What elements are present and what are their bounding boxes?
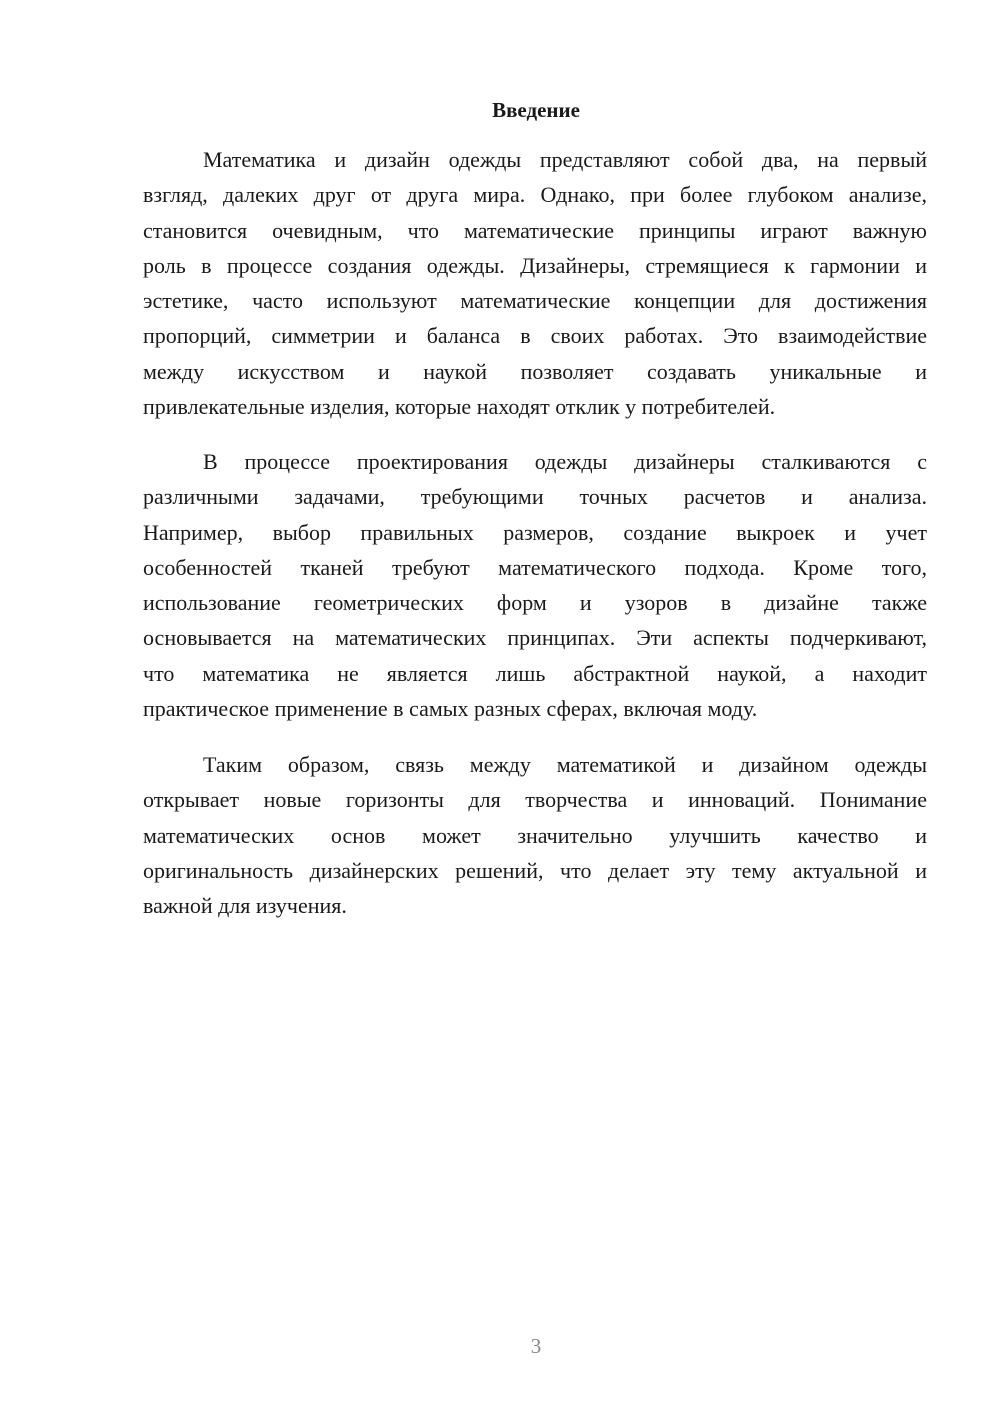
- text-line: основывается на математических принципах. Эти аспекты подчеркивают,: [143, 625, 927, 651]
- text-line: важной для изучения.: [143, 893, 347, 919]
- paragraph-2: [143, 444, 927, 726]
- text-line: эстетике, часто используют математические концепции для достижения: [143, 288, 927, 314]
- text-line: особенностей тканей требуют математического подхода. Кроме того,: [143, 554, 927, 580]
- text-line: математических основ может значительно улучшить качество и: [143, 822, 927, 848]
- page-number: 3: [530, 1334, 542, 1358]
- text-line: практическое применение в самых разных сферах, включая моду.: [143, 696, 758, 722]
- text-line: пропорций, симметрии и баланса в своих работах. Это взаимодействие: [143, 323, 927, 349]
- text-line: использование геометрических форм и узоров в дизайне также: [143, 590, 927, 616]
- text-line: Например, выбор правильных размеров, создание выкроек и учет: [143, 519, 927, 545]
- text-line: открывает новые горизонты для творчества и инноваций. Понимание: [143, 787, 927, 813]
- text-line: взгляд, далеких друг от друга мира. Однако, при более глубоком анализе,: [143, 182, 927, 208]
- text-line: привлекательные изделия, которые находят отклик у потребителей.: [143, 394, 776, 420]
- text-line: между искусством и наукой позволяет создавать уникальные и: [143, 358, 927, 384]
- paragraph-1: [143, 142, 927, 424]
- text-line: В процессе проектирования одежды дизайнеры сталкиваются с: [203, 449, 927, 474]
- text-line: Таким образом, связь между математикой и дизайном одежды: [203, 752, 927, 777]
- text-line: роль в процессе создания одежды. Дизайнеры, стремящиеся к гармонии и: [143, 252, 927, 278]
- text-line: оригинальность дизайнерских решений, что делает эту тему актуальной и: [143, 857, 927, 883]
- text-line: Математика и дизайн одежды представляют собой два, на первый: [203, 147, 927, 172]
- paragraph-3: [143, 747, 927, 923]
- section-title: Введение: [492, 98, 580, 122]
- text-line: становится очевидным, что математические принципы играют важную: [143, 217, 927, 243]
- text-line: различными задачами, требующими точных расчетов и анализа.: [143, 484, 927, 510]
- text-line: что математика не является лишь абстрактной наукой, а находит: [143, 660, 927, 686]
